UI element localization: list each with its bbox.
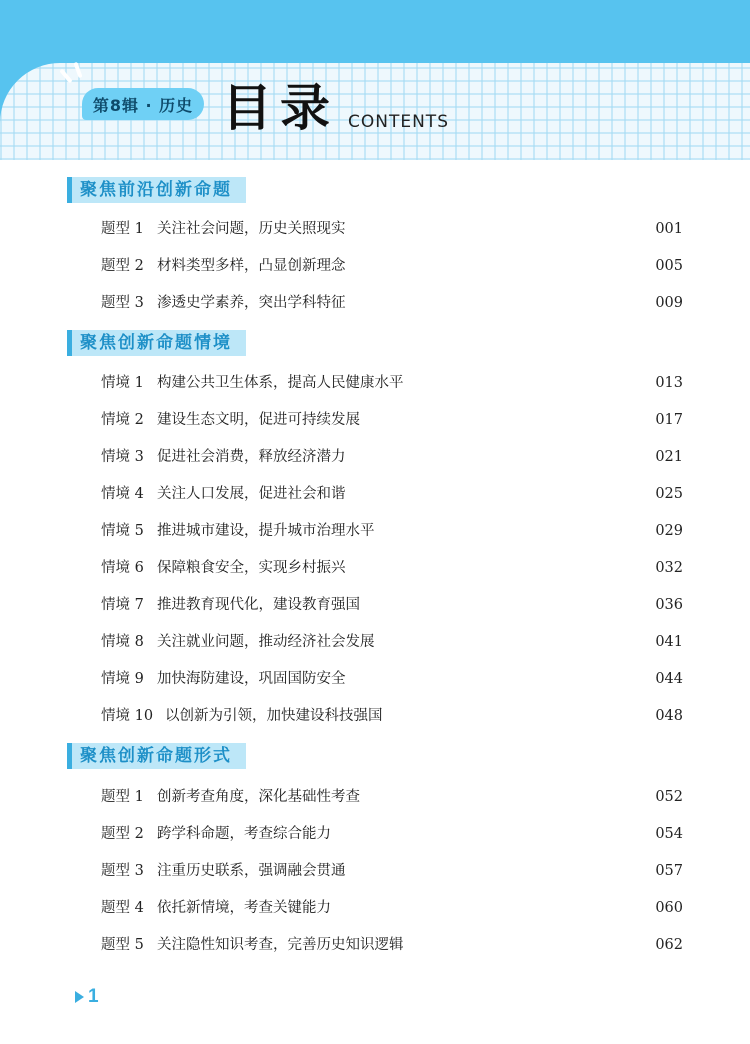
entry-label: 题型 2 <box>101 258 144 274</box>
entry-text: 关注人口发展，促进社会和谐 <box>157 486 346 502</box>
entry-text: 推进教育现代化，建设教育强国 <box>157 597 360 613</box>
page-number <box>75 986 99 1008</box>
entry-text: 构建公共卫生体系，提高人民健康水平 <box>157 375 404 391</box>
entry-text: 跨学科命题，考查综合能力 <box>157 826 331 842</box>
issue-badge-label: 第8辑 · 历史 <box>92 95 194 115</box>
entry-text: 保障粮食安全，实现乡村振兴 <box>157 560 346 576</box>
entry-page: 009 <box>655 295 683 311</box>
section-title: 聚焦创新命题情境 <box>72 330 246 356</box>
entry-label: 题型 5 <box>101 937 144 953</box>
page-title: 目录 <box>222 79 338 137</box>
entry-page: 041 <box>655 634 683 650</box>
entry-text: 创新考查角度，深化基础性考查 <box>157 789 360 805</box>
entry-page: 057 <box>655 863 683 879</box>
entry-label: 情境 7 <box>101 597 144 613</box>
entry-label: 情境 5 <box>101 523 144 539</box>
entry-label: 情境 1 <box>101 375 144 391</box>
toc-entry[interactable] <box>101 786 683 808</box>
entry-text: 以创新为引领，加快建设科技强国 <box>165 708 383 724</box>
toc-entry[interactable] <box>101 705 683 727</box>
toc-entry[interactable] <box>101 860 683 882</box>
page-header <box>0 0 750 160</box>
entry-label: 情境 2 <box>101 412 144 428</box>
entry-label: 情境 6 <box>101 560 144 576</box>
entry-text: 渗透史学素养，突出学科特征 <box>157 295 346 311</box>
entry-text: 注重历史联系，强调融会贯通 <box>157 863 346 879</box>
entry-page: 025 <box>655 486 683 502</box>
entry-page: 036 <box>655 597 683 613</box>
entry-text: 材料类型多样，凸显创新理念 <box>157 258 346 274</box>
entry-text: 关注就业问题，推动经济社会发展 <box>157 634 375 650</box>
toc-entry[interactable] <box>101 483 683 505</box>
toc-entry[interactable] <box>101 557 683 579</box>
entry-page: 052 <box>655 789 683 805</box>
toc-entry[interactable] <box>101 409 683 431</box>
toc-entry[interactable] <box>101 255 683 277</box>
toc-entry[interactable] <box>101 218 683 240</box>
entry-label: 题型 3 <box>101 863 144 879</box>
entry-text: 依托新情境，考查关键能力 <box>157 900 331 916</box>
entry-page: 005 <box>655 258 683 274</box>
entry-page: 062 <box>655 937 683 953</box>
section-title: 聚焦创新命题形式 <box>72 743 246 769</box>
sparkle-icon <box>58 60 98 90</box>
toc-entry[interactable] <box>101 631 683 653</box>
section-title: 聚焦前沿创新命题 <box>72 177 246 203</box>
entry-page: 017 <box>655 412 683 428</box>
entry-label: 题型 1 <box>101 789 144 805</box>
entry-page: 048 <box>655 708 683 724</box>
entry-label: 题型 2 <box>101 826 144 842</box>
entry-page: 001 <box>655 221 683 237</box>
toc-entry[interactable] <box>101 668 683 690</box>
header-blue-band <box>0 0 750 70</box>
entry-page: 032 <box>655 560 683 576</box>
entry-page: 013 <box>655 375 683 391</box>
entry-text: 促进社会消费，释放经济潜力 <box>157 449 346 465</box>
toc-entry[interactable] <box>101 594 683 616</box>
section-header <box>67 743 246 769</box>
entry-label: 情境 3 <box>101 449 144 465</box>
entry-label: 情境 9 <box>101 671 144 687</box>
entry-label: 情境 8 <box>101 634 144 650</box>
issue-badge <box>82 88 204 120</box>
entry-text: 关注社会问题，历史关照现实 <box>157 221 346 237</box>
toc-entry[interactable] <box>101 934 683 956</box>
toc-entry[interactable] <box>101 446 683 468</box>
entry-page: 021 <box>655 449 683 465</box>
entry-page: 054 <box>655 826 683 842</box>
entry-text: 建设生态文明，促进可持续发展 <box>157 412 360 428</box>
section-header <box>67 177 246 203</box>
toc-entry[interactable] <box>101 372 683 394</box>
entry-text: 加快海防建设，巩固国防安全 <box>157 671 346 687</box>
entry-label: 情境 10 <box>101 708 154 724</box>
toc-entry[interactable] <box>101 897 683 919</box>
toc-entry[interactable] <box>101 520 683 542</box>
play-arrow-icon <box>75 991 84 1003</box>
entry-page: 044 <box>655 671 683 687</box>
toc-entry[interactable] <box>101 823 683 845</box>
entry-label: 题型 4 <box>101 900 144 916</box>
entry-page: 029 <box>655 523 683 539</box>
page-number-label: 1 <box>88 986 99 1007</box>
entry-label: 题型 1 <box>101 221 144 237</box>
entry-page: 060 <box>655 900 683 916</box>
entry-text: 推进城市建设，提升城市治理水平 <box>157 523 375 539</box>
entry-text: 关注隐性知识考查，完善历史知识逻辑 <box>157 937 404 953</box>
page-subtitle: CONTENTS <box>348 112 449 132</box>
entry-label: 情境 4 <box>101 486 144 502</box>
entry-label: 题型 3 <box>101 295 144 311</box>
section-header <box>67 330 246 356</box>
toc-entry[interactable] <box>101 292 683 314</box>
